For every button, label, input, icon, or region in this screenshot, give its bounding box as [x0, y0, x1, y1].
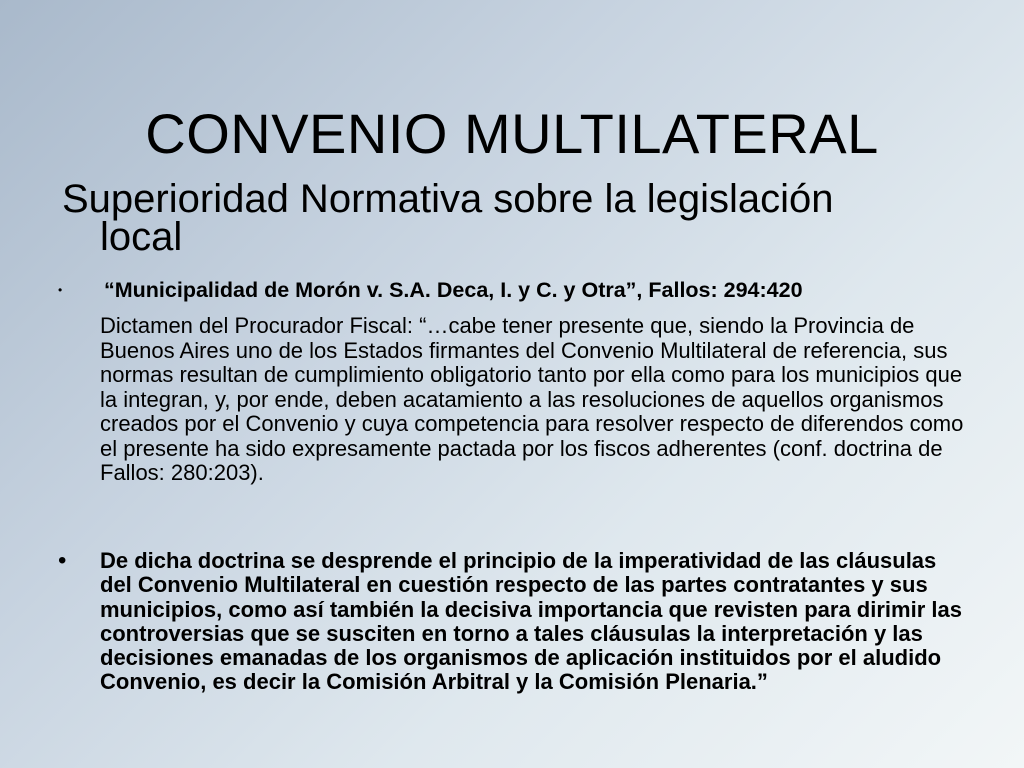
slide-title: CONVENIO MULTILATERAL	[145, 101, 879, 165]
doctrine-text: De dicha doctrina se desprende el principio de la imperatividad de las cláusulas del Convenio Multilateral en cuestión respecto de las partes contratantes y sus municipios, como así también la decisiva importancia que revisten para dirimir las controversias que se susciten en torno a tales cláusulas la interpretación y las decisiones emanadas de los organismos de aplicación instituidos por el aludido Convenio, es decir la Comisión Arbitral y la Comisión Plenaria.”	[100, 548, 962, 695]
case-citation-text: “Municipalidad de Morón v. S.A. Deca, I. y C. y Otra”, Fallos: 294:420	[104, 278, 803, 302]
subtitle-line-1: Superioridad Normativa sobre la legislación	[62, 177, 834, 221]
bullet-icon: •	[58, 547, 67, 574]
subtitle-line-2: local	[100, 215, 183, 259]
dictamen-paragraph: Dictamen del Procurador Fiscal: “…cabe tener presente que, siendo la Provincia de Buenos Aires uno de los Estados firmantes del Convenio Multilateral de referencia, sus normas resultan de cumplimiento obligatorio tanto por ella como para los municipios que la integran, y, por ende, deben acatamiento a las resoluciones de aquellos organismos creados por el Convenio y cuya competencia para resolver respecto de diferendos como el presente ha sido expresamente pactada por los fiscos adherentes (conf. doctrina de Fallos: 280:203).	[100, 313, 964, 485]
bullet-icon: •	[58, 283, 63, 297]
slide-subtitle	[62, 177, 962, 259]
